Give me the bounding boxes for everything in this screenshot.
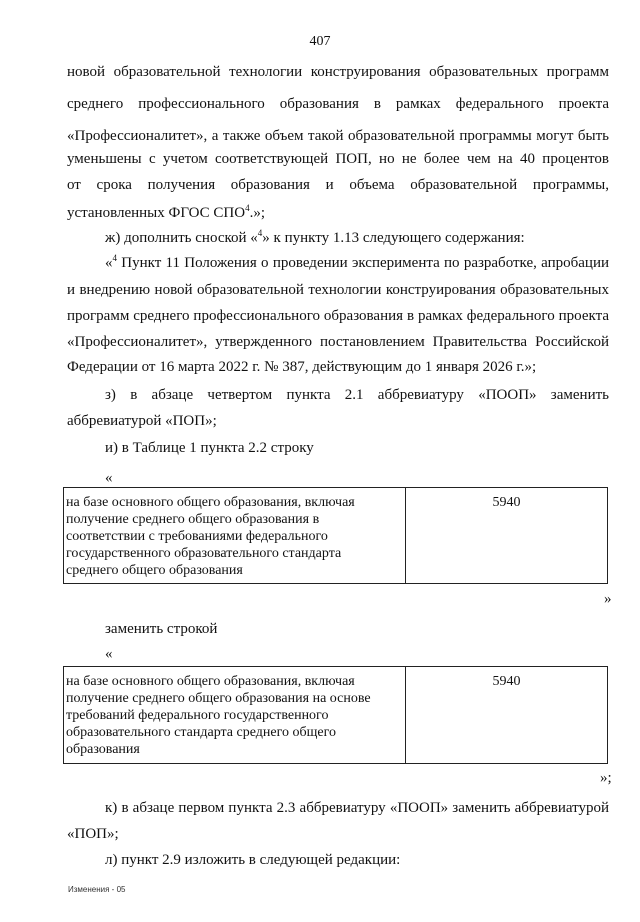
text-line: «$^4$ Пункт 11 Положения о проведении эксперимента по разработке, апробации bbox=[105, 253, 609, 271]
table-cell-value: 5940 bbox=[406, 488, 608, 584]
footer-label: Изменения - 05 bbox=[68, 885, 126, 894]
item-zh: ж) дополнить сноской «$^4$» к пункту 1.13 следующего содержания: bbox=[105, 228, 525, 246]
footnote-marker: 4 bbox=[245, 203, 250, 213]
item-z: з) в абзаце четвертом пункта 2.1 аббревиатуру «ПООП» заменить bbox=[105, 387, 609, 403]
text-line: установленных ФГОС СПО$^4$.»; bbox=[67, 203, 266, 221]
table-row-original bbox=[63, 487, 608, 584]
item-k-continuation: «ПОП»; bbox=[67, 826, 119, 842]
item-i: и) в Таблице 1 пункта 2.2 строку bbox=[105, 440, 314, 456]
quote-close: » bbox=[604, 591, 612, 607]
text-line: программ среднего профессионального образования в рамках федерального проекта bbox=[67, 308, 609, 324]
text-line: новой образовательной технологии конструирования образовательных программ bbox=[67, 64, 609, 80]
text-line: уменьшены с учетом соответствующей ПОП, но не более чем на 40 процентов bbox=[67, 151, 609, 167]
table-cell-value: 5940 bbox=[406, 667, 608, 764]
table-row-replacement bbox=[63, 666, 608, 764]
footnote-marker: 4 bbox=[257, 228, 263, 238]
text-line: и внедрению новой образовательной технологии конструирования образовательных bbox=[67, 282, 609, 298]
footnote-marker: 4 bbox=[112, 253, 117, 263]
item-z-continuation: аббревиатурой «ПОП»; bbox=[67, 413, 217, 429]
quote-open: « bbox=[105, 470, 113, 486]
item-k: к) в абзаце первом пункта 2.3 аббревиатуру «ПООП» заменить аббревиатурой bbox=[105, 800, 609, 816]
item-l: л) пункт 2.9 изложить в следующей редакции: bbox=[105, 852, 401, 868]
replace-text: заменить строкой bbox=[105, 621, 218, 637]
table-cell-description: на базе основного общего образования, включая получение среднего общего образования в соответствии с требованиями федерального государственного образовательного стандарта среднего общего образования bbox=[64, 488, 406, 584]
text-line: от срока получения образования и объема образовательной программы, bbox=[67, 177, 609, 193]
text-line: Федерации от 16 марта 2022 г. № 387, действующим до 1 января 2026 г.»; bbox=[67, 359, 537, 375]
page-number: 407 bbox=[309, 34, 331, 49]
text-line: «Профессионалитет», утвержденного постановлением Правительства Российской bbox=[67, 334, 609, 350]
text-line: «Профессионалитет», а также объем такой образовательной программы могут быть bbox=[67, 128, 609, 144]
quote-open: « bbox=[105, 646, 113, 662]
table-cell-description: на базе основного общего образования, включая получение среднего общего образования на основе требований федерального государственного образовательного стандарта среднего общего образования bbox=[64, 667, 406, 764]
quote-close: »; bbox=[600, 770, 612, 786]
text-line: среднего профессионального образования в рамках федерального проекта bbox=[67, 96, 609, 112]
